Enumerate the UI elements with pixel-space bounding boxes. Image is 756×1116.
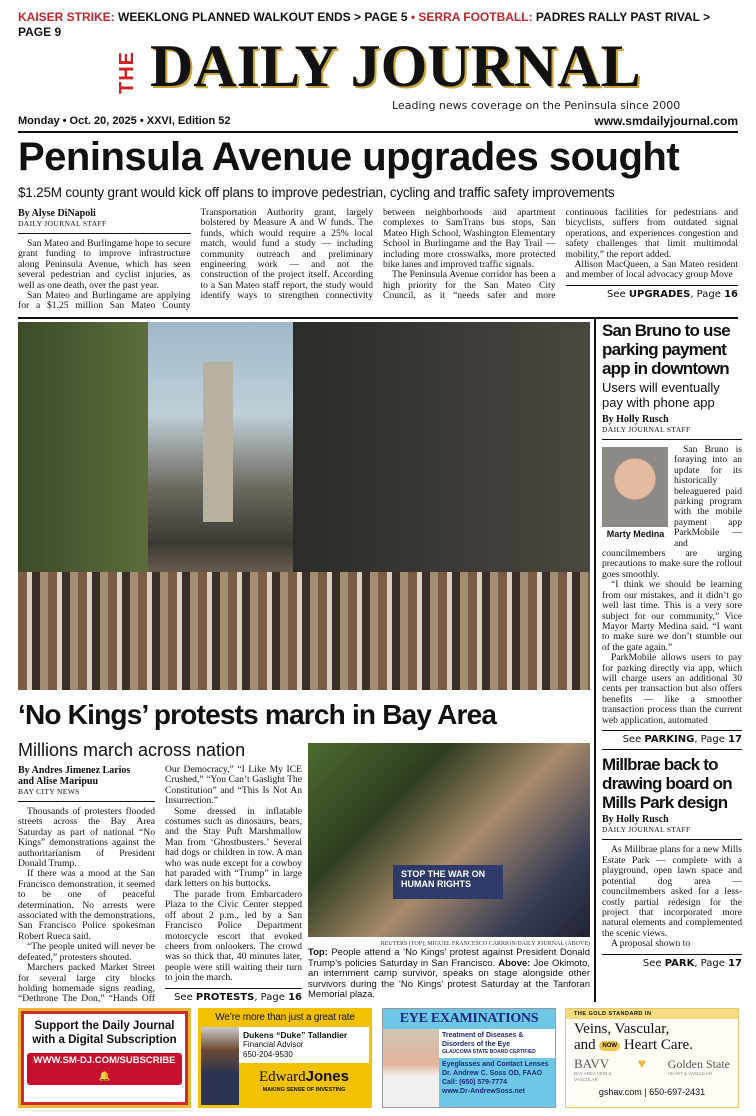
protest-story-body — [18, 765, 302, 1005]
heart-icon: ♥ — [637, 1057, 646, 1072]
paragraph: If there was a mood at the San Francisco demonstration, it seemed to be one of peaceful determination. No arrests were associated with the demonstrations, San Francisco Police spokesman Robert Rueca said. — [18, 868, 155, 942]
heart-icon: NOW — [599, 1041, 620, 1051]
paragraph: A proposal shown to — [611, 938, 691, 950]
photo-caption: Top: People attend a ‘No Kings’ protest against President Donald Trump’s policies Saturday in San Francisco. Above: Joe Okimoto, an internment camp survivor, speaks on stage alongside other survivors during the ‘No Kings’ protest Saturday at the Tanforan Memorial plaza. — [308, 947, 590, 1001]
byline-affiliation: DAILY JOURNAL STAFF — [602, 825, 742, 840]
paragraph: As Millbrae plans for a new Mills Estate Park — complete with a playground, open lawn space and potential dog area — councilmembers asked for a less-costly partial redesign for the project that incorporated more natural elements and complemented the scenic views. — [602, 844, 742, 939]
teaser-separator: • — [407, 10, 419, 24]
divider — [18, 317, 738, 319]
masthead-tagline: Leading news coverage on the Peninsula since 2000 — [392, 99, 681, 112]
park-headline[interactable]: Millbrae back to drawing board on Mills Park design — [602, 755, 732, 813]
paragraph: Marchers packed Market Street for several large city blocks holding homemade signs reading, “Dethrone The Don,” “Hands Off Our Democracy,” “I Like My ICE Crushed,” “You Can’t Gaslight The Constitution” and “This Is Not An Insurrection.” — [18, 764, 302, 1005]
paragraph: The Peninsula Avenue corridor has been a high priority for the San Mateo City Council, as it “needs safer and more continuous facilities for pedestrians and bicyclists, suffers from outdated signal operations, and experiences congestion and safety challenges that limit multimodal mobility,” the report added. — [383, 207, 738, 302]
subscribe-url-button[interactable]: WWW.SM-DJ.COM/SUBSCRIBE 🔔 — [27, 1053, 182, 1085]
ad-text: THE GOLD STANDARD IN — [566, 1009, 738, 1019]
byline: By Holly Rusch — [602, 814, 669, 826]
teaser-text-2[interactable]: PADRES RALLY PAST RIVAL > PAGE 9 — [18, 10, 711, 39]
ad-title: EYE EXAMINATIONS — [399, 1011, 539, 1026]
photo-credit: REUTERS (TOP); MIGUEL FRANCESCO CARRION/DAILY JOURNAL (ABOVE) — [380, 941, 590, 947]
divider — [18, 131, 738, 133]
parking-headline[interactable]: San Bruno to use parking payment app in downtown — [602, 321, 730, 378]
byline-affiliation: BAY CITY NEWS — [18, 787, 155, 802]
paragraph: “I think we should be learning from our mistakes, and it didn’t go well last time. This is a very sore subject for our community,” Vice Mayor Marty Medina said. “I want to make sure we don’t stumble out of the gate again.” — [602, 579, 742, 653]
byline: By Holly Rusch — [602, 414, 669, 425]
logo-text: Jones — [305, 1068, 349, 1085]
dateline: Monday • Oct. 20, 2025 • XXVI, Edition 52 — [18, 115, 231, 127]
ad-digital-subscription[interactable] — [18, 1008, 191, 1108]
jump-link-protests[interactable]: See PROTESTS, Page 16 — [165, 988, 302, 1003]
ad-contact: gshav.com | 650-697-2431 — [598, 1087, 706, 1097]
ad-eye-examinations[interactable]: EYE EXAMINATIONS Treatment of Diseases & Disorders of the Eye GLAUCOMA STATE BOARD CERTIFIED Eyeglasses and Contact Lenses Dr. Andrew C. Soss OD, FAAO Call: (650) 579-7774 www.Dr-AndrewSoss.net — [382, 1008, 556, 1108]
buildings — [293, 322, 590, 582]
byline-affiliation: DAILY JOURNAL STAFF — [18, 219, 191, 234]
divider — [602, 749, 742, 751]
bell-icon: 🔔 — [98, 1071, 111, 1082]
protest-sign: STOP THE WAR ON HUMAN RIGHTS — [393, 865, 503, 899]
paragraph: San Mateo and Burlingame hope to secure grant funding to improve infrastructure along Peninsula Avenue, which has seen several pedestrian and cyclist injuries, as well as one death, over the past year. — [18, 238, 191, 291]
website-link[interactable]: www.smdailyjournal.com — [594, 114, 738, 128]
marty-medina-photo — [602, 447, 669, 540]
photo-caption-block — [308, 940, 590, 1001]
paragraph: Allison MacQueen, a San Mateo resident and member of local advocacy group Move — [565, 259, 738, 281]
jump-link-parking[interactable]: See PARKING, Page 17 — [602, 730, 742, 745]
jump-link-upgrades[interactable]: See UPGRADES, Page 16 — [566, 285, 739, 300]
teaser-label-2[interactable]: SERRA FOOTBALL: — [418, 10, 533, 24]
protest-photo-tanforan[interactable] — [308, 743, 590, 937]
masthead-title: DAILY JOURNAL — [150, 33, 641, 99]
ad-text: with a Digital Subscription — [32, 1034, 177, 1046]
parking-body — [602, 445, 742, 726]
paragraph: ParkMobile allows users to pay for parking directly via app, which will charge users an additional 30 cents per transaction but also offers benefits — like a smoother transaction process than the current web application, automated — [602, 652, 742, 726]
paragraph: Thousands of protesters flooded streets across the Bay Area Saturday as part of national “No Kings” demonstrations against the authoritarianism of President Donald Trump. — [18, 806, 155, 870]
protest-subhead: Millions march across nation — [18, 740, 246, 760]
doctor-photo — [383, 1029, 439, 1107]
headshot — [602, 447, 668, 527]
paragraph: Some dressed in inflatable costumes such as dinosaurs, bears, and the Stay Puft Marshmallow Man from ‘Ghostbusters.’ Several had dogs or children in tow. A man who was nude except for a cowboy hat paraded with “Trump” in large dark letters on his buttocks. — [165, 805, 302, 890]
ad-edward-jones[interactable]: We’re more than just a great rate Dukens “Duke” Tallandier Financial Advisor 650-204-9530 EdwardJones MAKING SENSE OF INVESTING — [198, 1008, 372, 1108]
paragraph: The parade from Embarcadero Plaza to the Civic Center stepped off about 2 p.m., led by a San Francisco Police Department motorcycle escort that evoked cheers from onlookers. The crowd was so thick that, 40 minutes later, people were still waiting their turn to join the march. — [165, 888, 302, 984]
right-column — [602, 321, 742, 969]
paragraph: “The people united will never be defeated,” protesters shouted. — [18, 941, 155, 963]
lead-subhead: $1.25M county grant would kick off plans to improve pedestrian, cycling and traffic safety improvements — [18, 185, 615, 200]
paragraph: San Mateo and Burlingame are applying for a $1.25 million San Mateo County Transportation Authority grant, largely bolstered by Measure A and W funds. The funds, which would require a 25% local match, would fund a study — including community outreach and preliminary engineering work — and not the construction of the project itself. According to a San Mateo staff report, the study would identify ways to strengthen connectivity between neighborhoods and apartment complexes to SamTrans bus stops, San Mateo High School, Washington Elementary School in Burlingame and the Bay Trail — including more crosswalks, more protected bike lanes and improved traffic signals. — [18, 207, 556, 312]
column-divider — [594, 318, 596, 1002]
jump-link-park[interactable]: See PARK, Page 17 — [602, 954, 742, 969]
park-body — [602, 845, 742, 949]
advisor-photo — [201, 1027, 239, 1105]
teaser-text-1[interactable]: WEEKLONG PLANNED WALKOUT ENDS > PAGE 5 — [114, 10, 408, 24]
ferry-building-tower — [203, 362, 233, 522]
masthead-the: THE — [116, 51, 138, 95]
parking-subhead: Users will eventually pay with phone app — [602, 380, 720, 410]
byline: By Alyse DiNapoli — [18, 208, 96, 219]
protest-headline[interactable]: ‘No Kings’ protests march in Bay Area — [18, 699, 497, 730]
lead-story-body — [18, 208, 738, 312]
ad-text: We’re more than just a great rate — [215, 1012, 355, 1023]
byline: and Alise Maripuu — [18, 776, 99, 787]
ad-vascular[interactable]: THE GOLD STANDARD IN Veins, Vascular, and NOW Heart Care. BAVV BAY AREA VEIN & VASCULAR ♥ Golden State HEART & VASCULAR gshav.com | 650-697-2431 — [565, 1008, 739, 1108]
byline-affiliation: DAILY JOURNAL STAFF — [602, 425, 742, 440]
byline: By Andres Jimenez Larios — [18, 765, 131, 776]
crowd — [18, 572, 590, 690]
protest-photo-market-street[interactable] — [18, 322, 590, 690]
ad-text: Support the Daily Journal — [34, 1020, 175, 1032]
ad-advisor-info: Dukens “Duke” Tallandier Financial Advisor 650-204-9530 — [239, 1027, 369, 1063]
teaser-label-1[interactable]: KAISER STRIKE: — [18, 10, 115, 24]
lead-headline[interactable]: Peninsula Avenue upgrades sought — [18, 135, 680, 179]
logo-text: Edward — [258, 1069, 306, 1085]
paragraph: San Bruno is foraying into an update for its historically beleaguered paid parking program with the mobile payment app ParkMobile — and councilmembers are urging precautions to make sure the rollout goes smoothly. — [602, 444, 742, 580]
photo-caption: Marty Medina — [606, 529, 665, 539]
